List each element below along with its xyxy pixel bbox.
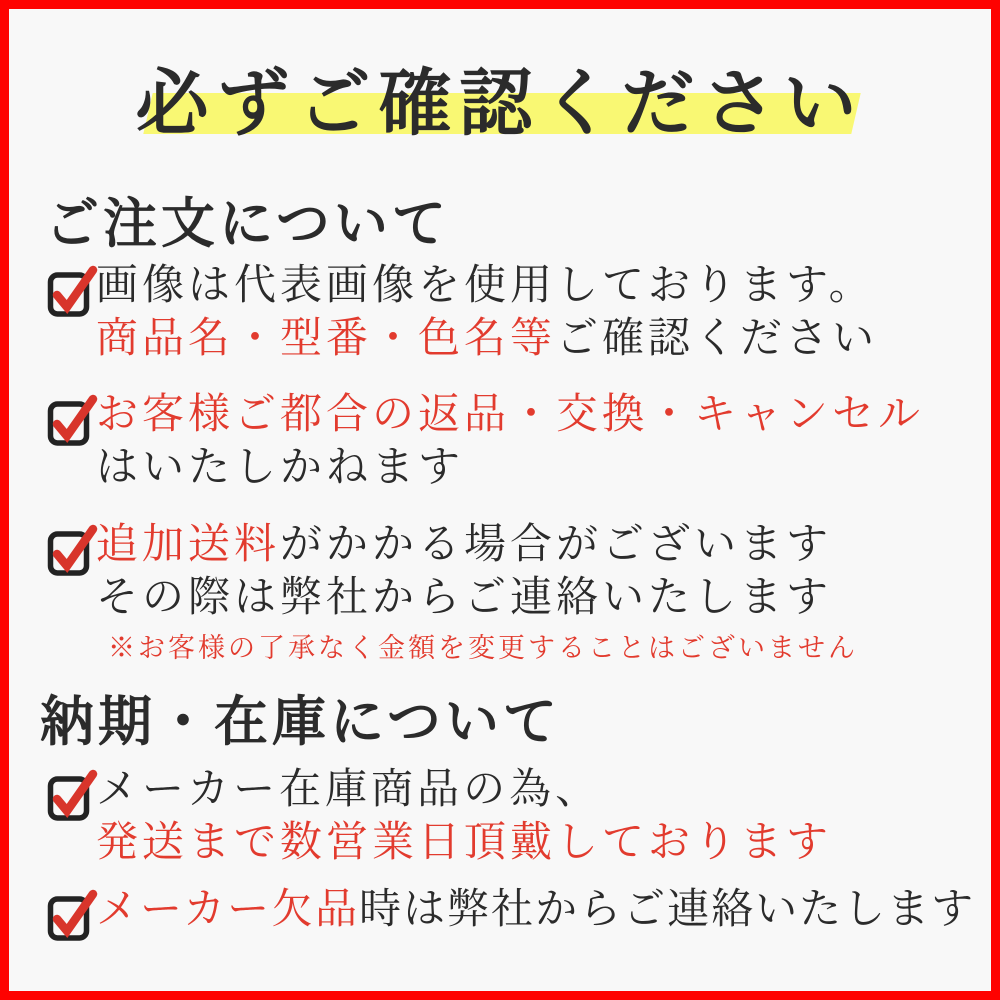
section-heading-orders: ご注文について — [45, 194, 450, 254]
checkbox-checked-icon — [46, 886, 98, 942]
checklist-item-text — [96, 764, 832, 870]
notice-text-emphasis: メーカー欠品 — [96, 887, 360, 933]
text-line — [96, 313, 878, 366]
notice-text-emphasis: お客様ご都合の返品・交換・キャンセル — [96, 392, 925, 438]
checklist-item-text — [96, 389, 924, 495]
checklist-item — [46, 884, 975, 937]
notice-text-emphasis: 発送まで数営業日頂戴しております — [96, 820, 833, 866]
checkbox-checked-icon — [46, 391, 98, 447]
text-line — [96, 442, 924, 495]
checklist-item-text — [96, 884, 975, 937]
text-line — [96, 884, 975, 937]
fine-print-note — [108, 633, 858, 663]
section-heading-delivery-stock: 納期・在庫について — [40, 692, 561, 752]
text-line — [96, 260, 878, 313]
checklist-item — [46, 764, 832, 870]
notice-text: メーカー在庫商品の為、 — [96, 767, 602, 813]
notice-text: 時は弊社からご連絡いたします — [359, 887, 976, 933]
text-line — [96, 519, 858, 572]
page-title: 必ずご確認ください — [135, 63, 865, 144]
checklist-item — [46, 519, 858, 663]
notice-text: 画像は代表画像を使用しております。 — [96, 263, 875, 309]
text-line — [96, 817, 832, 870]
notice-text-emphasis: 追加送料 — [96, 522, 281, 568]
checklist-item — [46, 260, 878, 366]
checkbox-checked-icon — [46, 521, 98, 577]
notice-text: がかかる場合がございます — [280, 522, 833, 568]
checkbox-checked-icon — [46, 766, 98, 822]
checkbox-checked-icon — [46, 262, 98, 318]
notice-text-emphasis: ※お客様の了承なく金額を変更することはございません — [108, 633, 858, 663]
notice-text: はいたしかねます — [96, 445, 465, 491]
notice-text: ご確認ください — [556, 316, 879, 362]
checklist-item-text — [96, 260, 878, 366]
checklist-item-text — [96, 519, 858, 663]
text-line — [96, 764, 832, 817]
notice-text-emphasis: 商品名・型番・色名等 — [96, 316, 557, 362]
notice-text: その際は弊社からご連絡いたします — [96, 575, 833, 621]
checklist-item — [46, 389, 924, 495]
text-line — [96, 572, 858, 625]
text-line — [96, 389, 924, 442]
